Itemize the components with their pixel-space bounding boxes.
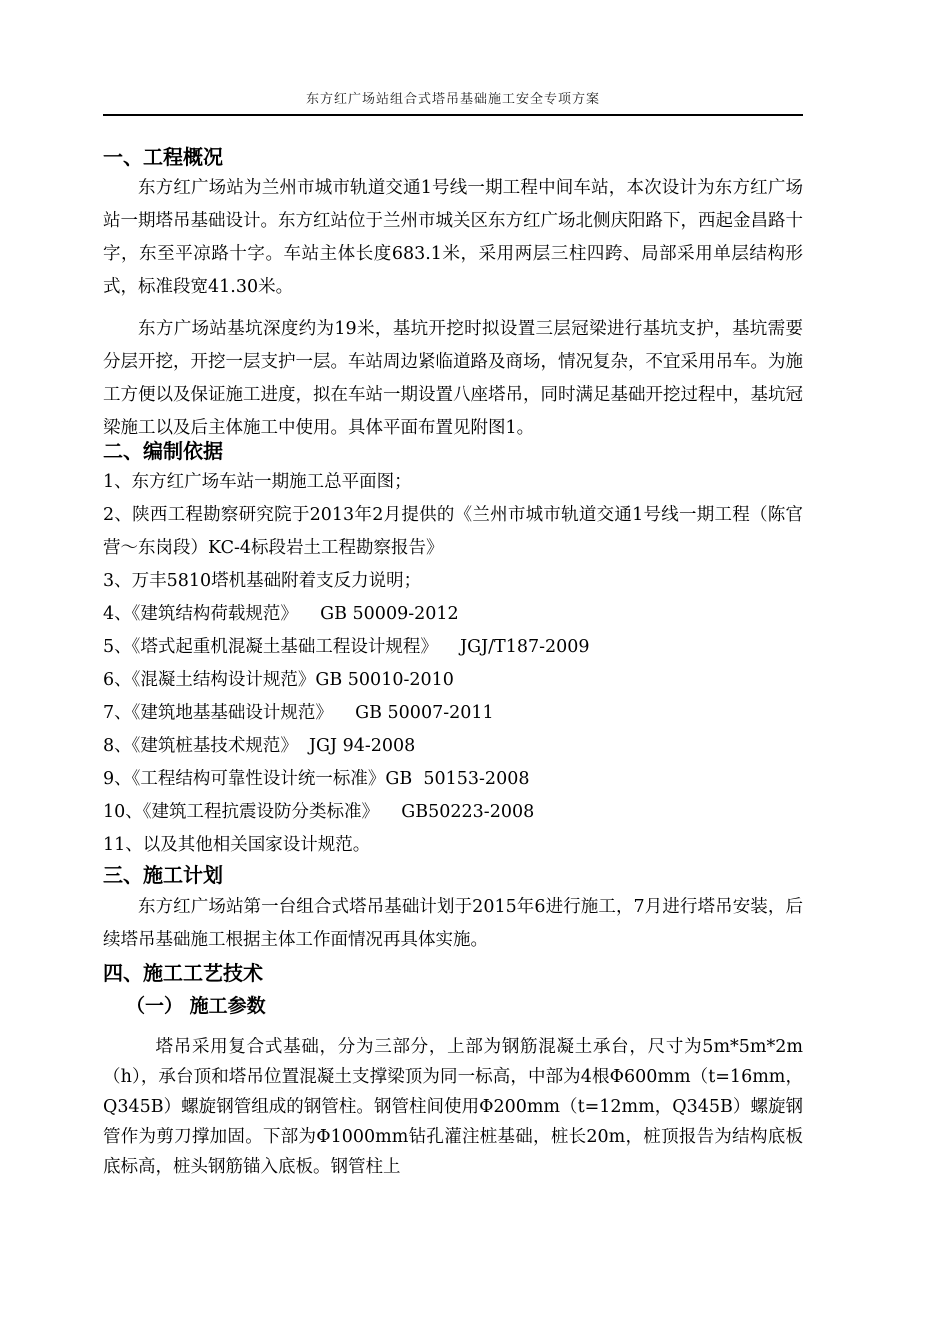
- basis-item: 6、《混凝土结构设计规范》GB 50010-2010: [103, 670, 454, 690]
- basis-item: 4、《建筑结构荷载规范》 GB 50009-2012: [103, 604, 459, 624]
- section-heading-basis: 二、编制依据: [103, 439, 223, 463]
- basis-item: 5、《塔式起重机混凝土基础工程设计规程》 JGJ/T187-2009: [103, 637, 590, 657]
- section-heading-plan: 三、施工计划: [103, 863, 223, 887]
- plan-body: [103, 891, 803, 957]
- basis-item: 11、以及其他相关国家设计规范。: [103, 835, 371, 855]
- overview-paragraph-2: 东方广场站基坑深度约为19米，基坑开挖时拟设置三层冠梁进行基坑支护，基坑需要分层开挖，开挖一层支护一层。车站周边紧临道路及商场，情况复杂，不宜采用吊车。为施工方便以及保证施工进度，拟在车站一期设置八座塔吊，同时满足基础开挖过程中，基坑冠梁施工以及后主体施工中使用。具体平面布置见附图1。: [103, 319, 803, 438]
- parameters-body: [103, 1032, 803, 1182]
- basis-item: 9、《工程结构可靠性设计统一标准》GB 50153-2008: [103, 769, 530, 789]
- subsection-heading-parameters: （一） 施工参数: [126, 995, 266, 1017]
- plan-paragraph: 东方红广场站第一台组合式塔吊基础计划于2015年6进行施工，7月进行塔吊安装，后续塔吊基础施工根据主体工作面情况再具体实施。: [103, 897, 803, 950]
- basis-item: 7、《建筑地基基础设计规范》 GB 50007-2011: [103, 703, 494, 723]
- basis-item: 8、《建筑桩基技术规范》 JGJ 94-2008: [103, 736, 416, 756]
- basis-item: 10、《建筑工程抗震设防分类标准》 GB50223-2008: [103, 802, 535, 822]
- basis-item: 1、东方红广场车站一期施工总平面图；: [103, 472, 412, 492]
- overview-body: [103, 172, 803, 445]
- parameters-paragraph: 塔吊采用复合式基础，分为三部分，上部为钢筋混凝土承台，尺寸为5m*5m*2m（h），承台顶和塔吊位置混凝土支撑梁顶为同一标高，中部为4根Φ600mm（t=16mm，Q345B）螺旋钢管组成的钢管柱。钢管柱间使用Φ200mm（t=12mm，Q345B）螺旋钢管作为剪刀撑加固。下部为Φ1000mm钻孔灌注桩基础，桩长20m，桩顶报告为结构底板底标高，桩头钢筋锚入底板。钢管柱上: [103, 1037, 803, 1177]
- running-header: 东方红广场站组合式塔吊基础施工安全专项方案: [305, 92, 600, 107]
- basis-item: 3、万丰5810塔机基础附着支反力说明；: [103, 571, 422, 591]
- header-rule: [103, 114, 803, 116]
- section-heading-overview: 一、工程概况: [103, 145, 223, 169]
- basis-list: [103, 466, 803, 862]
- section-heading-technique: 四、施工工艺技术: [103, 961, 263, 985]
- basis-item: 2、陕西工程勘察研究院于2013年2月提供的《兰州市城市轨道交通1号线一期工程（陈官营～东岗段）KC-4标段岩土工程勘察报告》: [103, 505, 803, 558]
- overview-paragraph-1: 东方红广场站为兰州市城市轨道交通1号线一期工程中间车站，本次设计为东方红广场站一期塔吊基础设计。东方红站位于兰州市城关区东方红广场北侧庆阳路下，西起金昌路十字，东至平凉路十字。车站主体长度683.1米，采用两层三柱四跨、局部采用单层结构形式，标准段宽41.30米。: [103, 178, 803, 297]
